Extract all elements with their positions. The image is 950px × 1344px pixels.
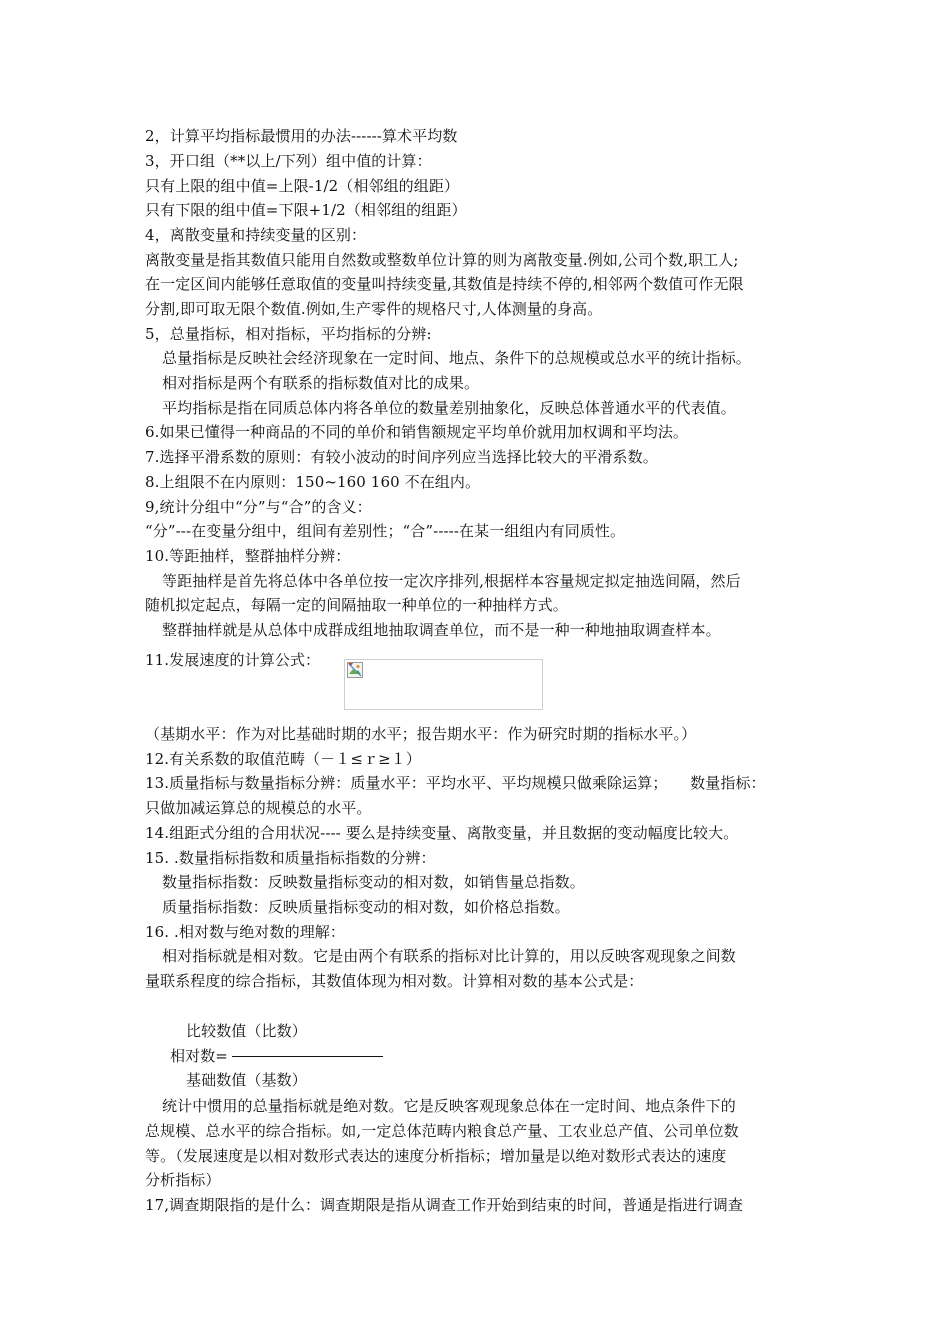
text-line: 2，计算平均指标最惯用的办法------算术平均数	[145, 127, 458, 145]
text-line: 只有上限的组中值=上限-1/2（相邻组的组距）	[145, 177, 460, 195]
section-heading: 6.如果已懂得一种商品的不同的单价和销售额规定平均单价就用加权调和平均法。	[145, 423, 689, 441]
section-heading: 17,调查期限指的是什么：调查期限是指从调查工作开始到结束的时间，普通是指进行调查	[145, 1196, 743, 1214]
broken-image-icon	[347, 662, 363, 678]
text-line: 总规模、总水平的综合指标。如,一定总体范畴内粮食总产量、工农业总产值、公司单位数	[145, 1122, 739, 1140]
text-line: 等。（发展速度是以相对数形式表达的速度分析指标；增加量是以绝对数形式表达的速度	[145, 1147, 727, 1165]
text-line: （基期水平：作为对比基础时期的水平；报告期水平：作为研究时期的指标水平。）	[145, 725, 697, 743]
text-line: 等距抽样是首先将总体中各单位按一定次序排列,根据样本容量规定拟定抽选间隔，然后	[162, 572, 741, 590]
section-heading: 4，离散变量和持续变量的区别：	[145, 226, 367, 244]
section-heading: 8.上组限不在内原则：150~160 160 不在组内。	[145, 473, 481, 491]
section-heading: 5，总量指标，相对指标，平均指标的分辨:	[145, 325, 432, 343]
text-line: 相对指标是两个有联系的指标数值对比的成果。	[162, 374, 480, 392]
text-line: 离散变量是指其数值只能用自然数或整数单位计算的则为离散变量.例如,公司个数,职工人;	[145, 251, 739, 269]
section-heading: 13.质量指标与数量指标分辨：质量水平：平均水平、平均规模只做乘除运算； 数量指标：	[145, 774, 766, 792]
section-heading: 16. .相对数与绝对数的理解：	[145, 923, 345, 941]
text-line: 总量指标是反映社会经济现象在一定时间、地点、条件下的总规模或总水平的统计指标。	[162, 349, 751, 367]
text-line: “分”---在变量分组中，组间有差别性；“合”-----在某一组组内有同质性。	[145, 522, 626, 540]
text-line: 在一定区间内能够任意取值的变量叫持续变量,其数值是持续不停的,相邻两个数值可作无限	[145, 275, 744, 293]
text-line: 平均指标是指在同质总体内将各单位的数量差别抽象化，反映总体普通水平的代表值。	[162, 399, 736, 417]
section-heading: 9,统计分组中“分”与“合”的含义：	[145, 498, 372, 516]
text-line: 相对指标就是相对数。它是由两个有联系的指标对比计算的，用以反映客观现象之间数	[162, 947, 736, 965]
section-heading: 10.等距抽样，整群抽样分辨：	[145, 547, 351, 565]
section-heading: 7.选择平滑系数的原则：有较小波动的时间序列应当选择比较大的平滑系数。	[145, 448, 658, 466]
section-heading: 11.发展速度的计算公式：	[145, 651, 321, 669]
section-heading: 12.有关系数的取值范畴（－１≤ｒ≥１）	[145, 750, 421, 768]
section-heading: 15. .数量指标指数和质量指标指数的分辨：	[145, 849, 436, 867]
text-line: 整群抽样就是从总体中成群成组地抽取调查单位，而不是一种一种地抽取调查样本。	[162, 621, 721, 639]
text-line: 只做加减运算总的规模总的水平。	[145, 799, 372, 817]
section-heading: 14.组距式分组的合用状况---- 要么是持续变量、离散变量，并且数据的变动幅度比较大。	[145, 824, 739, 842]
formula-denominator: 基础数值（基数）	[186, 1071, 307, 1089]
text-line: 分析指标）	[145, 1171, 221, 1189]
text-line: 分割,即可取无限个数值.例如,生产零件的规格尺寸,人体测量的身高。	[145, 300, 603, 318]
fraction-bar	[232, 1056, 383, 1057]
text-line: 只有下限的组中值=下限+1/2（相邻组的组距）	[145, 201, 467, 219]
text-line: 统计中惯用的总量指标就是绝对数。它是反映客观现象总体在一定时间、地点条件下的	[162, 1097, 736, 1115]
text-line: 数量指标指数：反映数量指标变动的相对数，如销售量总指数。	[162, 873, 585, 891]
text-line: 量联系程度的综合指标，其数值体现为相对数。计算相对数的基本公式是：	[145, 972, 644, 990]
formula-image-placeholder	[344, 659, 543, 710]
text-line: 随机拟定起点，每隔一定的间隔抽取一种单位的一种抽样方式。	[145, 596, 568, 614]
text-line: 质量指标指数：反映质量指标变动的相对数，如价格总指数。	[162, 898, 570, 916]
formula-label: 相对数=	[170, 1047, 228, 1065]
text-line: 3，开口组（**以上/下列）组中值的计算：	[145, 152, 432, 170]
formula-numerator: 比较数值（比数）	[186, 1022, 307, 1040]
